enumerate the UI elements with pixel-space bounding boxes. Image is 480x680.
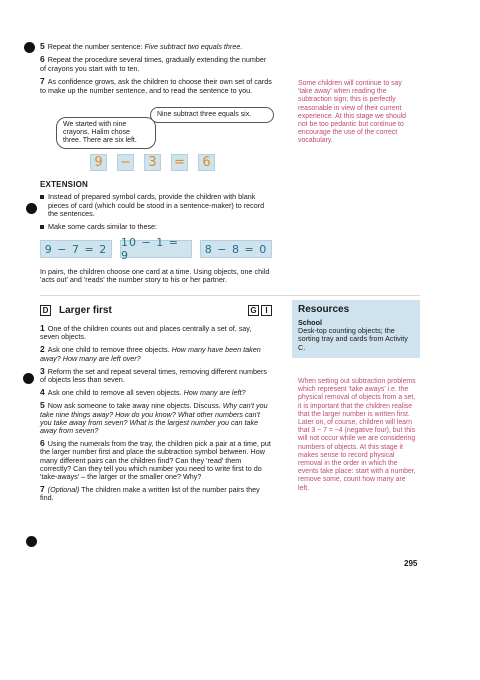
resources-box [292,300,420,358]
d-step-5: 5 Now ask someone to take away nine objects. Discuss. Why can't you take nine things away? How do you know? What other numbers can't you take away from seven? What is the largest number you can take away from seven? [40,400,268,436]
side-note-order: When setting out subtraction problems which represent 'take aways' i.e. the physical removal of objects from a set, it is important that the children realise that the larger number is written first. Later on, of course, children will learn that 3 − 7 = −4 (negative four), but this will not occur while we are considering numbers of objects. At this stage it makes sense to record physical removal in the order in which the events take place: start with a number, remove some, count how many are left. [298,378,416,492]
punch-hole-4 [26,536,37,547]
section-divider [40,295,420,296]
card-equals: = [171,154,188,171]
equation-cards [40,236,272,262]
resources-subtitle: School [298,318,322,327]
badge-group: G [248,305,259,316]
symbol-cards [90,154,215,171]
d-step-1: 1 One of the children counts out and places centrally a set of, say, seven objects. [40,323,252,342]
section-letter: D [40,305,51,316]
d-step-2: 2 Ask one child to remove three objects. How many have been taken away? How many are left over? [40,344,261,363]
page-number: 295 [404,559,418,568]
punch-hole-1 [24,42,35,53]
equation-card-1: 9 − 7 = 2 [40,240,112,258]
side-note-vocabulary: Some children will continue to say 'take away' when reading the subtraction sign; this is perfectly reasonable in view of their current experience. At this stage we should not be too pedantic but continue to encourage the use of the correct vocabulary. [298,80,407,145]
resources-title: Resources [298,304,350,315]
d-step-4: 4 Ask one child to remove all seven objects. How many are left? [40,387,246,398]
section-title: Larger first [59,304,112,316]
extension-section [40,181,272,235]
d-step-7: 7 (Optional) The children make a written list of the number pairs they find. [40,484,260,503]
section-steps [40,324,272,507]
badge-individual: I [261,305,272,316]
card-nine: 9 [90,154,107,171]
extension-heading: EXTENSION [40,180,89,189]
extension-bullet-2: Make some cards similar to these: [40,223,272,231]
top-steps [40,42,272,99]
speech-bubble-left: We started with nine crayons. Halim chose three. There are six left. [56,117,156,149]
step-6: 6 Repeat the procedure several times, gradually extending the number of crayons you start with to ten. [40,54,267,73]
step-5: 5 Repeat the number sentence: Five subtract two equals three. [40,41,243,51]
group-badges [248,305,272,316]
card-six: 6 [198,154,215,171]
section-header [40,303,272,317]
punch-hole-2 [26,203,37,214]
card-minus: − [117,154,134,171]
equation-card-2: 10 − 1 = 9 [120,240,192,258]
extension-bullet-1: Instead of prepared symbol cards, provide the children with blank pieces of card (which could be stood in a sentence-maker) to record the sentences. [40,193,272,218]
equation-card-3: 8 − 8 = 0 [200,240,272,258]
resources-body: Desk-top counting objects; the sorting tray and cards from Activity C. [298,326,408,352]
card-three: 3 [144,154,161,171]
step-7: 7 As confidence grows, ask the children to choose their own set of cards to make up the number sentence, and to read the sentence to you. [40,76,272,95]
d-step-6: 6 Using the numerals from the tray, the children pick a pair at a time, put the larger number first and place the subtraction symbol between. How many different pairs can the children find? Can they 'read' them correctly? Can they tell you which number you need to write first to do 'take-aways' – the larger or the smaller one? Why? [40,438,271,482]
extension-pairs-text: In pairs, the children choose one card at a time. Using objects, one child 'acts out' and 'reads' the number story to his or her partner. [40,267,270,285]
punch-hole-3 [23,373,34,384]
d-step-3: 3 Reform the set and repeat several times, removing different numbers of objects less than seven. [40,365,267,385]
speech-bubble-right: Nine subtract three equals six. [150,107,274,123]
